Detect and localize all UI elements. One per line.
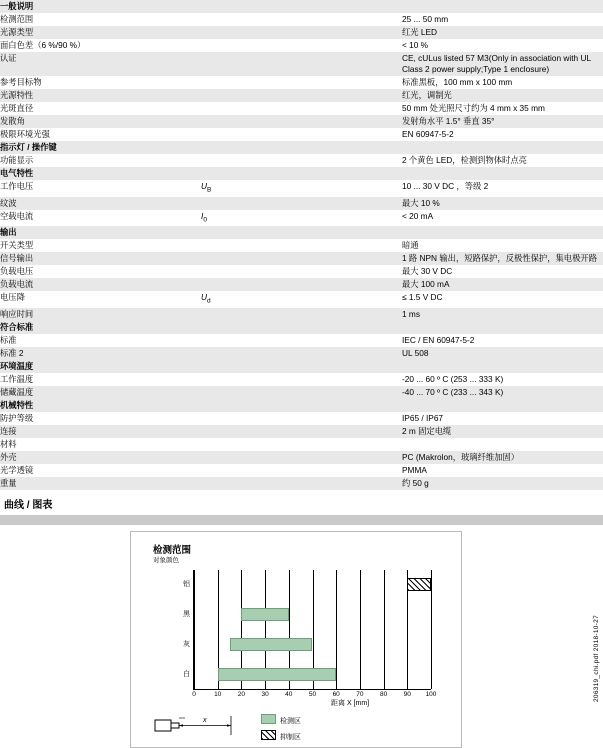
spec-row-label: 工作电压 [0, 180, 201, 197]
spec-row-value: 约 50 g [402, 477, 603, 490]
chart-title: 检测范围 [153, 544, 192, 556]
spec-row [0, 412, 603, 425]
spec-row-value: CE, cULus listed 57 M3(Only in association with UL Class 2 power supply;Type 1 enclosure) [402, 52, 603, 76]
spec-row [0, 477, 603, 490]
spec-row-label: 光源类型 [0, 26, 201, 39]
spec-section-title: 环境温度 [0, 360, 603, 373]
chart-xtick-label: 50 [308, 690, 317, 698]
legend-item-detection [261, 714, 301, 726]
spec-row-label: 面白色差（6 %/90 %） [0, 39, 201, 52]
chart-xtick-label: 0 [192, 690, 196, 698]
chart-plot-area [183, 570, 437, 698]
spec-section-title: 符合标准 [0, 321, 603, 334]
chart-xaxis-label: 距离 X [mm] [331, 699, 370, 707]
spec-row-label: 开关类型 [0, 239, 201, 252]
spec-row-symbol [201, 26, 402, 39]
spec-section-header [0, 399, 603, 412]
section-divider-band [0, 515, 603, 525]
spec-row-value: 50 mm 处光照尺寸约为 4 mm x 35 mm [402, 102, 603, 115]
spec-row [0, 278, 603, 291]
spec-row-value: 2 m 固定电缆 [402, 425, 603, 438]
spec-row-label: 材料 [0, 438, 201, 451]
spec-row-symbol [201, 154, 402, 167]
chart-xtick-label: 20 [237, 690, 246, 698]
spec-row [0, 464, 603, 477]
spec-row-label: 纹波 [0, 197, 201, 210]
spec-row-value: PMMA [402, 464, 603, 477]
spec-row-symbol [201, 425, 402, 438]
spec-row-value: < 10 % [402, 39, 603, 52]
spec-row-label: 检测范围 [0, 13, 201, 26]
chart-legend [261, 714, 301, 746]
sensor-icon [153, 712, 253, 738]
spec-row-value: EN 60947-5-2 [402, 128, 603, 141]
spec-row [0, 128, 603, 141]
legend-swatch-hatched [261, 730, 276, 740]
spec-row-symbol [201, 52, 402, 76]
legend-item-suppression [261, 730, 301, 742]
chart-xtick-label: 70 [356, 690, 364, 698]
spec-row-label: 电压降 [0, 291, 201, 308]
spec-row-symbol [201, 477, 402, 490]
spec-row-value: 1 路 NPN 输出，短路保护，反极性保护，集电极开路 [402, 252, 603, 265]
chart-xtick-label: 90 [403, 690, 411, 698]
spec-row [0, 76, 603, 89]
spec-row-symbol [201, 102, 402, 115]
chart-ytick-label: 铝 [183, 581, 190, 589]
chart-xtick-label: 60 [332, 690, 340, 698]
spec-row-symbol [201, 451, 402, 464]
chart-gridline [431, 570, 432, 689]
spec-row-symbol [201, 128, 402, 141]
chart-xtick-label: 100 [425, 690, 437, 698]
spec-row-value: IEC / EN 60947-5-2 [402, 334, 603, 347]
spec-row-value: 红光，调制光 [402, 89, 603, 102]
spec-row [0, 115, 603, 128]
spec-row-value: -20 ... 60 º C (253 ... 333 K) [402, 373, 603, 386]
spec-row-label: 储藏温度 [0, 386, 201, 399]
spec-row [0, 438, 603, 451]
spec-section-header [0, 0, 603, 13]
spec-row-symbol [201, 39, 402, 52]
spec-row [0, 291, 603, 308]
spec-section-title: 机械特性 [0, 399, 603, 412]
spec-table [0, 321, 603, 360]
spec-row-symbol [201, 89, 402, 102]
chart-bar [230, 638, 313, 651]
spec-row [0, 347, 603, 360]
spec-row-value: 发射角水平 1.5° 垂直 35° [402, 115, 603, 128]
chart-xtick-label: 10 [214, 690, 222, 698]
spec-row-value: 2 个黄色 LED，检测到物体时点亮 [402, 154, 603, 167]
chart-gridline [360, 570, 361, 689]
spec-row-label: 空载电流 [0, 210, 201, 227]
spec-row-symbol [201, 334, 402, 347]
spec-row-label: 负载电压 [0, 265, 201, 278]
chart-ytick-label: 黑 [183, 611, 190, 619]
spec-row-value: -40 ... 70 º C (233 ... 343 K) [402, 386, 603, 399]
chart-bar [241, 608, 288, 621]
spec-row-symbol [201, 464, 402, 477]
spec-table [0, 360, 603, 399]
spec-row-value: 最大 100 mA [402, 278, 603, 291]
spec-row [0, 265, 603, 278]
chart-gridline [336, 570, 337, 689]
spec-row-symbol: $I_0$ [201, 210, 402, 227]
spec-row [0, 52, 603, 76]
footer-document-code: 206319_chi.pdf 2018-10-27 [593, 614, 600, 702]
spec-row-symbol [201, 265, 402, 278]
spec-row-label: 光学透镜 [0, 464, 201, 477]
spec-section-title: 输出 [0, 226, 603, 239]
chart-xtick-label: 30 [261, 690, 269, 698]
spec-table [0, 0, 603, 141]
spec-section-title: 指示灯 / 操作键 [0, 141, 603, 154]
spec-row-symbol [201, 347, 402, 360]
spec-row [0, 89, 603, 102]
spec-row [0, 102, 603, 115]
spec-row-label: 极限环境光强 [0, 128, 201, 141]
sensor-diagram [153, 712, 253, 738]
chart-bar [218, 668, 337, 681]
spec-row-value: 1 ms [402, 308, 603, 321]
chart-ytick-label: 白 [183, 671, 190, 679]
spec-row-value: 10 ... 30 V DC ，等级 2 [402, 180, 603, 197]
spec-row-label: 防护等级 [0, 412, 201, 425]
spec-row-value: 标准黑板，100 mm x 100 mm [402, 76, 603, 89]
spec-row-label: 标准 [0, 334, 201, 347]
spec-row [0, 180, 603, 197]
spec-row-value: 暗通 [402, 239, 603, 252]
spec-row-value [402, 438, 603, 451]
spec-row-symbol [201, 197, 402, 210]
spec-section-header [0, 167, 603, 180]
spec-row-label: 信号输出 [0, 252, 201, 265]
spec-row-symbol [201, 115, 402, 128]
spec-row-symbol [201, 373, 402, 386]
spec-row-symbol: $U_B$ [201, 180, 402, 197]
spec-row-label: 标准 2 [0, 347, 201, 360]
spec-row [0, 451, 603, 464]
spec-row [0, 197, 603, 210]
spec-row-label: 工作温度 [0, 373, 201, 386]
spec-row-symbol [201, 386, 402, 399]
spec-table [0, 141, 603, 167]
spec-row-label: 重量 [0, 477, 201, 490]
spec-row-symbol [201, 13, 402, 26]
spec-row-symbol [201, 308, 402, 321]
svg-text:x: x [203, 716, 207, 724]
legend-swatch-solid [261, 714, 276, 724]
spec-row-label: 认证 [0, 52, 201, 76]
spec-row-label: 负载电流 [0, 278, 201, 291]
spec-row [0, 210, 603, 227]
spec-section-header [0, 226, 603, 239]
spec-row-label: 光源特性 [0, 89, 201, 102]
spec-row [0, 239, 603, 252]
spec-section-title: 一般说明 [0, 0, 603, 13]
spec-row-value: IP65 / IP67 [402, 412, 603, 425]
spec-row-value: 红光 LED [402, 26, 603, 39]
spec-table [0, 399, 603, 490]
chart-xtick-label: 80 [379, 690, 388, 698]
spec-row [0, 154, 603, 167]
spec-row [0, 334, 603, 347]
chart-ytick-label: 灰 [183, 641, 190, 649]
spec-row-value: 最大 10 % [402, 197, 603, 210]
detection-range-chart [130, 531, 462, 748]
spec-row [0, 26, 603, 39]
spec-row [0, 425, 603, 438]
chart-gridline [384, 570, 385, 689]
spec-row-symbol [201, 76, 402, 89]
spec-row [0, 252, 603, 265]
spec-row-symbol [201, 278, 402, 291]
spec-table [0, 167, 603, 226]
spec-row [0, 308, 603, 321]
spec-row-value: < 20 mA [402, 210, 603, 227]
spec-row-symbol [201, 412, 402, 425]
spec-section-header [0, 141, 603, 154]
spec-row-label: 发散角 [0, 115, 201, 128]
spec-row-symbol [201, 438, 402, 451]
spec-row-value: UL 508 [402, 347, 603, 360]
spec-row-value: 最大 30 V DC [402, 265, 603, 278]
spec-row-symbol [201, 239, 402, 252]
spec-row-label: 响应时间 [0, 308, 201, 321]
curves-heading: 曲线 / 图表 [4, 499, 53, 511]
spec-row [0, 373, 603, 386]
spec-row-label: 功能显示 [0, 154, 201, 167]
spec-row-label: 连接 [0, 425, 201, 438]
spec-row-value: 25 ... 50 mm [402, 13, 603, 26]
spec-section-header [0, 360, 603, 373]
spec-row-symbol: $U_d$ [201, 291, 402, 308]
spec-row [0, 386, 603, 399]
legend-label-detection: 检测区 [280, 717, 301, 725]
legend-label-suppression: 抑制区 [280, 733, 301, 741]
spec-section-header [0, 321, 603, 334]
spec-row-symbol [201, 252, 402, 265]
spec-table [0, 226, 603, 321]
spec-row-label: 参考目标物 [0, 76, 201, 89]
chart-subtitle: 对象颜色 [153, 556, 179, 564]
spec-row-value: PC (Makrolon，玻璃纤维加固） [402, 451, 603, 464]
spec-row-label: 外壳 [0, 451, 201, 464]
chart-bar [407, 578, 431, 591]
chart-gridline [194, 570, 195, 689]
spec-row [0, 13, 603, 26]
spec-row [0, 39, 603, 52]
spec-section-title: 电气特性 [0, 167, 603, 180]
spec-row-value: ≤ 1.5 V DC [402, 291, 603, 308]
spec-row-label: 光斑直径 [0, 102, 201, 115]
chart-xtick-label: 40 [285, 690, 293, 698]
